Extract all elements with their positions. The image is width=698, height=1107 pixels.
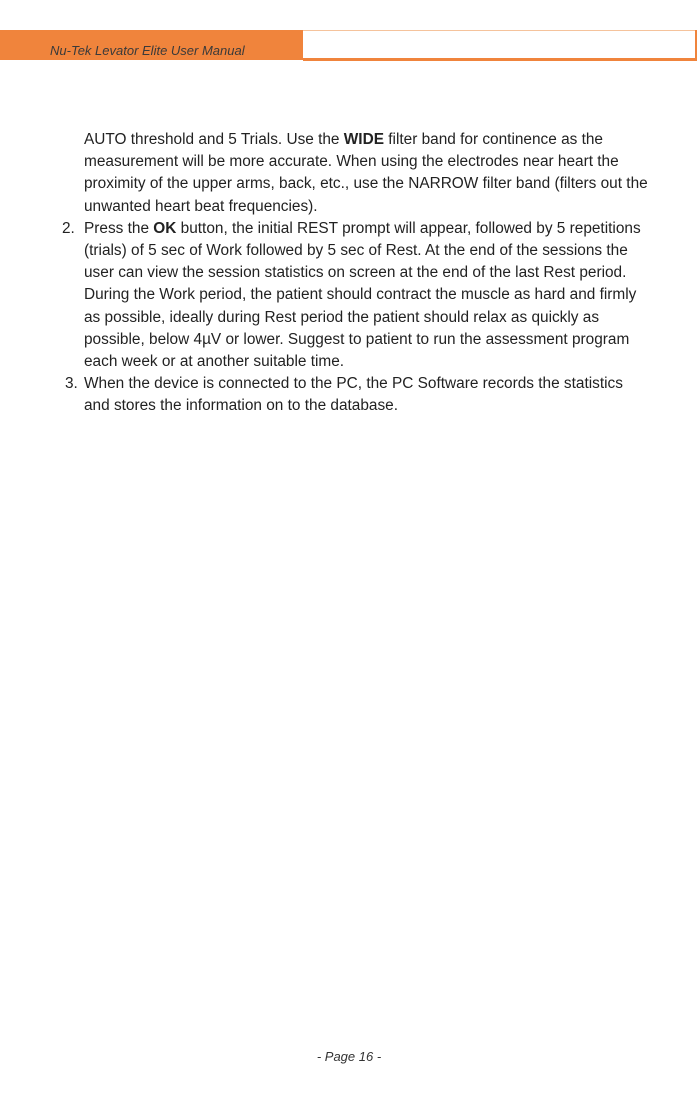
list-item-text-end: button, the initial REST prompt will appear, followed by 5 repetitions (trials) of 5 sec of Work followed by 5 sec of Rest. At the end of the sessions the user can view the session statistics on screen at the end of the last Rest period. During the Work period, the patient should contract the muscle as hard and firmly as possible, ideally during Rest period the patient should relax as quickly as possible, below 4µV or lower. Suggest to patient to run the assessment program each week or at another suitable time. [84,219,641,371]
page-content [62,129,652,418]
header-rule-top [303,30,696,31]
intro-bold-term: WIDE [343,131,384,148]
list-item-3 [62,373,652,417]
header-rule-bottom [303,58,697,61]
list-item-number: 3. [65,375,78,393]
header-tab [0,30,303,60]
intro-paragraph [62,129,652,218]
page-number: - Page 16 - [316,1049,382,1064]
list-item-2 [62,218,652,373]
intro-text-end: filter band for continence as the measurement will be more accurate. When using the electrodes near heart the proximity of the upper arms, back, etc., use the NARROW filter band (filters out the unwanted heart beat frequencies). [84,131,648,215]
intro-text-start: AUTO threshold and 5 Trials. Use the [84,131,344,148]
list-item-text-start: Press the [84,219,154,237]
list-item-number: 2. [62,219,75,237]
manual-title: Nu-Tek Levator Elite User Manual [50,43,245,58]
list-item-bold-term: OK [153,219,177,237]
list-item-text: When the device is connected to the PC, the PC Software records the statistics and stores the information on to the database. [84,375,623,415]
header-rule-right [695,30,697,61]
